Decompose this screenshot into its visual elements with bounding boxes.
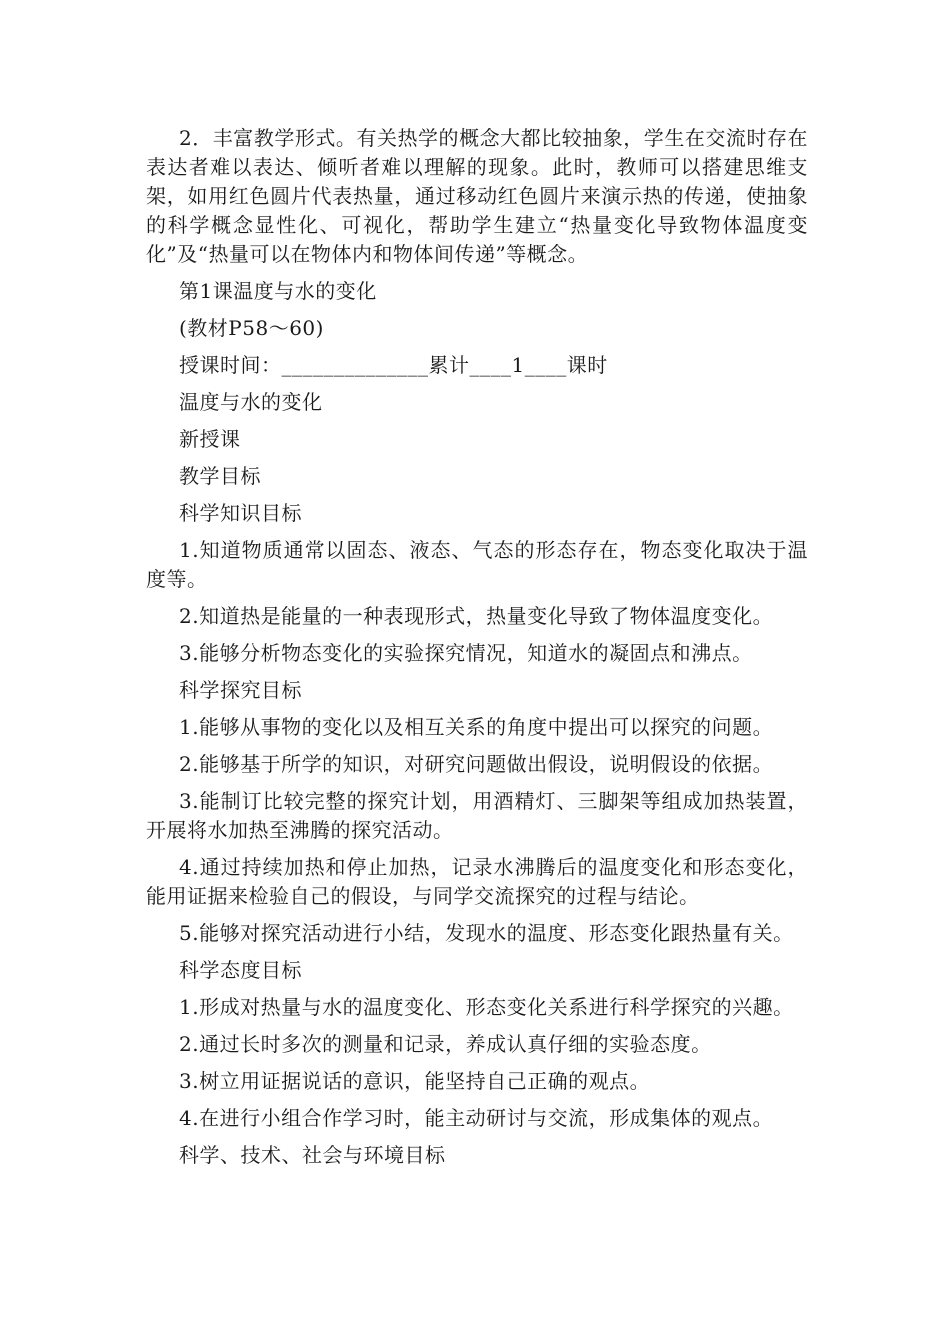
attitude-goal-4: 4.在进行小组合作学习时，能主动研讨与交流，形成集体的观点。	[179, 1106, 774, 1130]
section-heading-knowledge-goals: 科学知识目标	[179, 501, 302, 525]
lesson-type: 新授课	[179, 427, 241, 451]
document-page	[146, 124, 808, 1178]
attitude-goal-1: 1.形成对热量与水的温度变化、形态变化关系进行科学探究的兴趣。	[179, 995, 794, 1019]
section-heading-inquiry-goals: 科学探究目标	[179, 678, 302, 702]
knowledge-goal-1: 1.知道物质通常以固态、液态、气态的形态存在，物态变化取决于温度等。	[146, 538, 808, 591]
section-heading-stse-goals: 科学、技术、社会与环境目标	[179, 1143, 446, 1167]
knowledge-goal-3: 3.能够分析物态变化的实验探究情况，知道水的凝固点和沸点。	[179, 641, 753, 665]
paragraph-teaching-form: 2．丰富教学形式。有关热学的概念大都比较抽象，学生在交流时存在表达者难以表达、倾听者难以理解的现象。此时，教师可以搭建思维支架，如用红色圆片代表热量，通过移动红色圆片来演示热的传递，使抽象的科学概念显性化、可视化，帮助学生建立“热量变化导致物体温度变化”及“热量可以在物体内和物体间传递”等概念。	[146, 126, 808, 266]
section-heading-teaching-goals: 教学目标	[179, 464, 261, 488]
attitude-goal-2: 2.通过长时多次的测量和记录，养成认真仔细的实验态度。	[179, 1032, 712, 1056]
inquiry-goal-2: 2.能够基于所学的知识，对研究问题做出假设，说明假设的依据。	[179, 752, 774, 776]
inquiry-goal-3: 3.能制订比较完整的探究计划，用酒精灯、三脚架等组成加热装置，开展将水加热至沸腾的探究活动。	[146, 789, 808, 842]
textbook-pages: (教材P58～60)	[179, 316, 324, 340]
knowledge-goal-2: 2.知道热是能量的一种表现形式，热量变化导致了物体温度变化。	[179, 604, 774, 628]
lesson-title: 第1课温度与水的变化	[179, 279, 377, 303]
inquiry-goal-5: 5.能够对探究活动进行小结，发现水的温度、形态变化跟热量有关。	[179, 921, 794, 945]
attitude-goal-3: 3.树立用证据说话的意识，能坚持自己正确的观点。	[179, 1069, 651, 1093]
inquiry-goal-1: 1.能够从事物的变化以及相互关系的角度中提出可以探究的问题。	[179, 715, 774, 739]
inquiry-goal-4: 4.通过持续加热和停止加热，记录水沸腾后的温度变化和形态变化，能用证据来检验自己的假设，与同学交流探究的过程与结论。	[146, 855, 808, 908]
class-time-line: 授课时间：______________累计____1____课时	[179, 353, 608, 377]
section-heading-attitude-goals: 科学态度目标	[179, 958, 302, 982]
lesson-topic: 温度与水的变化	[179, 390, 323, 414]
